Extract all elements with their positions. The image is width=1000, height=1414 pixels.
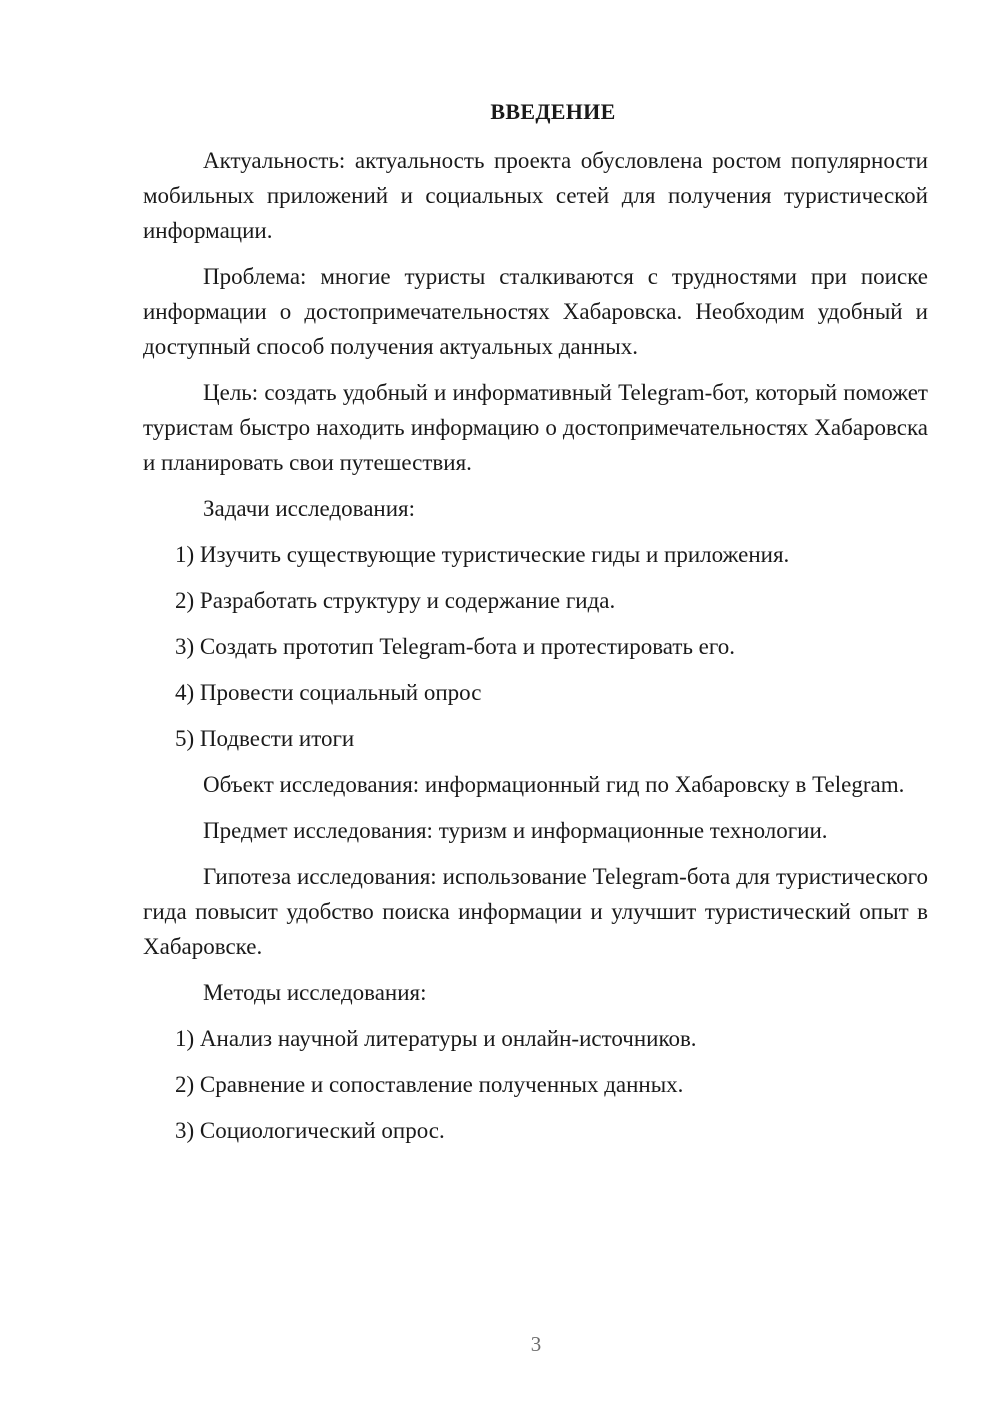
tasks-list	[143, 537, 928, 756]
task-item-5: 5) Подвести итоги	[175, 726, 355, 751]
page-number: 3	[530, 1332, 542, 1356]
methods-list	[143, 1021, 928, 1148]
paragraph-object: Объект исследования: информационный гид по Хабаровску в Telegram.	[203, 772, 905, 797]
methods-title: Методы исследования:	[203, 980, 427, 1005]
method-item-1: 1) Анализ научной литературы и онлайн-источников.	[175, 1026, 697, 1051]
page-content	[143, 94, 928, 1159]
paragraph-goal: Цель: создать удобный и информативный Telegram-бот, который поможет туристам быстро находить информацию о достопримечательностях Хабаровска и планировать свои путешествия.	[143, 380, 928, 475]
paragraph-subject: Предмет исследования: туризм и информационные технологии.	[203, 818, 828, 843]
task-item-4: 4) Провести социальный опрос	[175, 680, 482, 705]
task-item-1: 1) Изучить существующие туристические гиды и приложения.	[175, 542, 790, 567]
method-item-2: 2) Сравнение и сопоставление полученных данных.	[175, 1072, 684, 1097]
task-item-3: 3) Создать прототип Telegram-бота и протестировать его.	[175, 634, 735, 659]
paragraph-actuality: Актуальность: актуальность проекта обусловлена ростом популярности мобильных приложений и социальных сетей для получения туристической информации.	[143, 148, 928, 243]
tasks-title: Задачи исследования:	[203, 496, 416, 521]
paragraph-problem: Проблема: многие туристы сталкиваются с трудностями при поиске информации о достопримечательностях Хабаровска. Необходим удобный и доступный способ получения актуальных данных.	[143, 264, 928, 359]
method-item-3: 3) Социологический опрос.	[175, 1118, 445, 1143]
section-heading: ВВЕДЕНИЕ	[490, 99, 616, 124]
task-item-2: 2) Разработать структуру и содержание гида.	[175, 588, 616, 613]
paragraph-hypothesis: Гипотеза исследования: использование Telegram-бота для туристического гида повысит удобство поиска информации и улучшит туристический опыт в Хабаровске.	[143, 864, 928, 959]
